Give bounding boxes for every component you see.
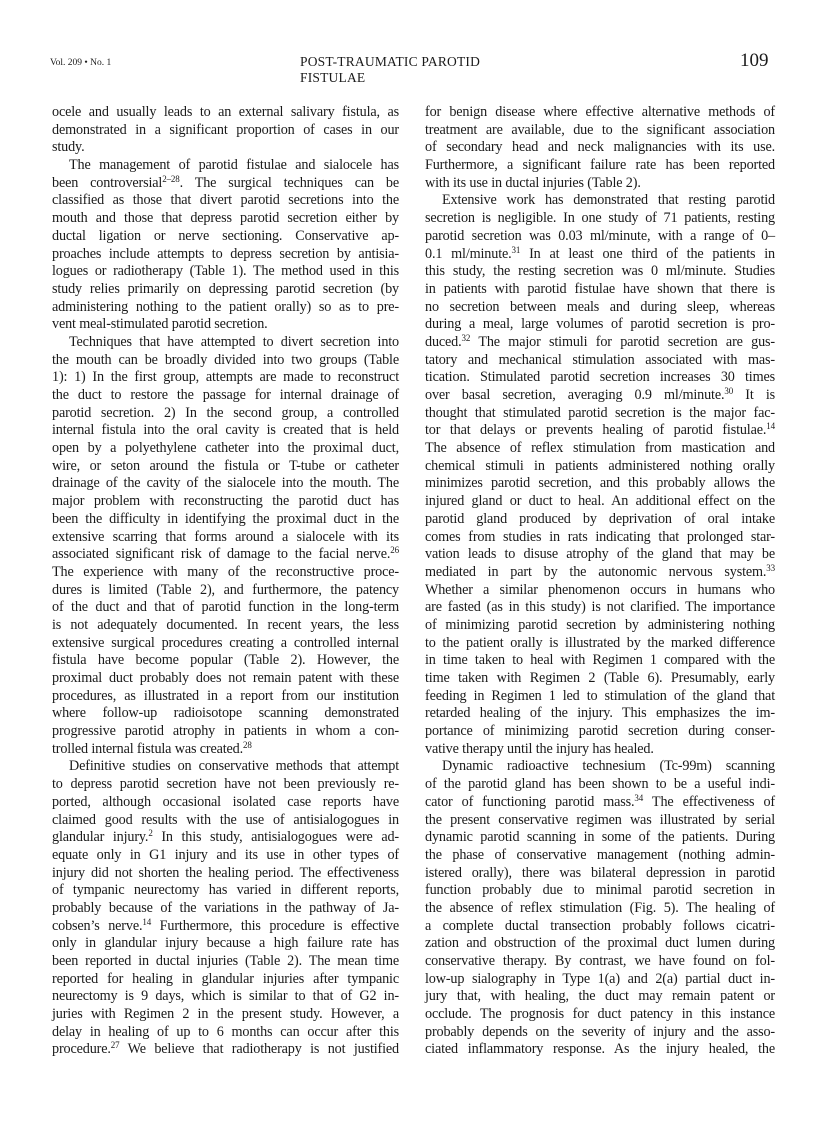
text-line <box>425 440 775 458</box>
text-line <box>425 511 775 529</box>
text-span: major problem with reconstructing the parotid duct has <box>52 493 399 510</box>
text-line <box>425 599 775 617</box>
reference-superscript: 34 <box>634 792 644 803</box>
text-line <box>425 829 775 847</box>
text-span: been the difficulty in identifying the proximal duct in the <box>52 510 399 527</box>
text-span: the mouth can be broadly divided into two groups (Table <box>52 351 399 368</box>
text-line <box>425 493 775 511</box>
text-line <box>425 635 775 653</box>
text-line <box>52 670 399 688</box>
text-line <box>425 918 775 936</box>
text-span: parotid gland produced by deprivation of oral intake <box>425 510 775 527</box>
text-span: vent meal-stimulated parotid secretion. <box>52 316 268 333</box>
text-line <box>425 175 775 193</box>
text-line <box>52 422 399 440</box>
text-line <box>52 139 399 157</box>
text-line <box>52 546 399 564</box>
reference-superscript: 14 <box>142 916 152 927</box>
text-span: associated significant risk of damage to the facial nerve. <box>52 546 391 563</box>
text-line <box>425 1006 775 1024</box>
text-line <box>425 546 775 564</box>
text-span: the present conservative regimen was illustrated by serial <box>425 811 775 828</box>
text-span: retarded healing of the injury. This emphasizes the im- <box>425 705 775 722</box>
text-line <box>52 829 399 847</box>
text-span: of the parotid gland has been shown to be a useful indi- <box>425 776 775 793</box>
text-span: time taken with Regimen 2 (Table 6). Presumably, early <box>425 670 775 686</box>
text-line <box>425 758 775 776</box>
text-line <box>425 299 775 317</box>
text-line <box>425 369 775 387</box>
text-line <box>425 900 775 918</box>
text-span: parotid secretion was 0.03 ml/minute, with a range of 0– <box>425 227 775 244</box>
text-line <box>52 246 399 264</box>
text-span: feeding in Regimen 1 led to stimulation of the gland that <box>425 687 775 704</box>
text-line <box>425 705 775 723</box>
text-span: to depress parotid secretion have not been previously re- <box>52 776 399 793</box>
text-span: no secretion between meals and during sleep, whereas <box>425 298 775 315</box>
text-span: It is <box>733 387 775 403</box>
text-span: in patients with parotid fistulae have shown that there is <box>425 280 775 297</box>
text-line <box>52 529 399 547</box>
text-line <box>425 794 775 812</box>
text-line <box>52 299 399 317</box>
text-span: ported, although occasional isolated case reports have <box>52 793 399 810</box>
reference-superscript: 31 <box>511 244 521 255</box>
text-line <box>52 635 399 653</box>
text-span: neurectomy is 9 days, which is similar to that of G2 in- <box>52 988 399 1005</box>
text-line <box>425 617 775 635</box>
text-line <box>52 582 399 600</box>
text-span: 0.1 ml/minute. <box>425 245 512 262</box>
text-span: ocele and usually leads to an external salivary fistula, as <box>52 104 399 120</box>
text-line <box>52 334 399 352</box>
text-line <box>425 529 775 547</box>
text-line <box>52 953 399 971</box>
text-line <box>52 1006 399 1024</box>
text-line <box>52 865 399 883</box>
text-line <box>425 582 775 600</box>
text-line <box>52 847 399 865</box>
text-line <box>425 316 775 334</box>
text-span: occlude. The prognosis for duct patency in this instance <box>425 1006 775 1023</box>
text-span: classified as those that divert parotid secretions into the <box>52 192 399 209</box>
text-span: procedures, as illustrated in a report from our institution <box>52 687 399 704</box>
text-span: study relies primarily on depressing parotid secretion (by <box>52 280 399 297</box>
page-number: 109 <box>740 50 769 71</box>
text-span: juries with Regimen 2 in the present study. However, a <box>52 1006 399 1023</box>
text-line <box>52 440 399 458</box>
text-span: chemical stimuli in patients administered nothing orally <box>425 457 775 474</box>
text-span: the absence of reflex stimulation (Fig. 5). The healing of <box>425 899 775 916</box>
text-span: reported for healing in glandular injuries after tympanic <box>52 970 399 987</box>
text-line <box>425 971 775 989</box>
reference-superscript: 27 <box>110 1040 120 1051</box>
text-span: fistula have become popular (Table 2). However, the <box>52 652 399 669</box>
text-span: mouth and those that depress parotid secretion either by <box>52 210 399 227</box>
text-span: administering nothing to the patient orally) so as to pre- <box>52 298 399 315</box>
text-line <box>52 741 399 759</box>
text-line <box>52 475 399 493</box>
text-span: been controversial <box>52 174 163 191</box>
text-span: tor that delays or prevents healing of parotid fistulae. <box>425 422 767 439</box>
text-line <box>52 723 399 741</box>
text-line <box>52 228 399 246</box>
reference-superscript: 14 <box>766 421 775 432</box>
text-span: injury did not shorten the healing period. The effectiveness <box>52 864 399 881</box>
text-span: vative therapy until the injury has healed. <box>425 740 654 757</box>
text-line <box>52 971 399 989</box>
text-span: vation leads to disuse atrophy of the gland that may be <box>425 546 775 563</box>
text-span: to the patient orally is illustrated by the marked difference <box>425 634 775 651</box>
text-line <box>52 493 399 511</box>
reference-superscript: 30 <box>724 386 734 396</box>
right-column <box>425 104 775 1059</box>
text-span: the phase of conservative management (nothing admin- <box>425 846 775 863</box>
text-span: The experience with many of the reconstructive proce- <box>52 563 399 580</box>
text-line <box>425 812 775 830</box>
text-line <box>52 564 399 582</box>
text-span: In this study, antisialogogues were ad- <box>152 829 399 846</box>
text-line <box>425 246 775 264</box>
text-span: istered orally), there was bilateral depression in parotid <box>425 864 775 881</box>
text-line <box>52 812 399 830</box>
text-span: the duct to restore the passage for internal drainage of <box>52 387 399 403</box>
text-line <box>425 352 775 370</box>
text-span: only in glandular injury because a high failure rate has <box>52 935 399 952</box>
text-line <box>52 794 399 812</box>
text-span: conservative therapy. By contrast, we have found on fol- <box>425 953 775 969</box>
text-span: probably because of the variations in the pathway of Ja- <box>52 899 399 916</box>
text-span: been reported in ductal injuries (Table 2). The mean time <box>52 953 399 969</box>
text-span: of the duct and that of parotid function in the long-term <box>52 599 399 616</box>
text-span: proaches include attempts to depress secretion by antisia- <box>52 245 399 262</box>
text-line <box>52 758 399 776</box>
text-line <box>425 405 775 423</box>
reference-superscript: 2–28 <box>162 173 180 184</box>
text-span: secretion is negligible. In one study of 71 patients, resting <box>425 210 775 227</box>
reference-superscript: 2 <box>148 828 153 839</box>
text-line <box>425 670 775 688</box>
text-span: claimed good results with the use of antisialogogues in <box>52 811 399 828</box>
text-span: Furthermore, this procedure is effective <box>151 917 399 934</box>
text-line <box>425 953 775 971</box>
text-line <box>52 263 399 281</box>
text-line <box>425 122 775 140</box>
text-line <box>52 316 399 334</box>
text-span: Definitive studies on conservative methods that attempt <box>69 758 399 775</box>
text-line <box>425 652 775 670</box>
text-span: delay in healing of up to 6 months can occur after this <box>52 1023 399 1040</box>
text-span: Extensive work has demonstrated that resting parotid <box>442 192 775 209</box>
text-line <box>52 1024 399 1042</box>
text-span: minimizes parotid secretion, and this probably allows the <box>425 475 775 492</box>
text-line <box>52 104 399 122</box>
text-line <box>425 988 775 1006</box>
text-line <box>52 705 399 723</box>
text-line <box>52 210 399 228</box>
text-line <box>52 1041 399 1059</box>
text-span: cator of functioning parotid mass. <box>425 793 635 810</box>
text-span: logues or radiotherapy (Table 1). The method used in this <box>52 263 399 280</box>
text-span: extensive surgical procedures creating a controlled internal <box>52 634 399 651</box>
text-span: Dynamic radioactive technesium (Tc-99m) scanning <box>442 758 775 775</box>
text-line <box>52 458 399 476</box>
text-line <box>425 192 775 210</box>
text-span: We believe that radiotherapy is not justified <box>119 1041 399 1058</box>
text-line <box>52 599 399 617</box>
text-span: glandular injury. <box>52 829 149 846</box>
text-span: extensive scarring that forms around a sialocele with its <box>52 528 399 545</box>
text-line <box>425 157 775 175</box>
text-line <box>52 352 399 370</box>
text-span: of secondary head and neck malignancies with its use. <box>425 139 775 156</box>
text-line <box>52 369 399 387</box>
text-span: injured gland or duct to heal. An additional effect on the <box>425 493 775 510</box>
text-span: The major stimuli for parotid secretion are gus- <box>470 333 775 350</box>
text-line <box>425 723 775 741</box>
text-span: dynamic parotid scanning in some of the patients. During <box>425 829 775 846</box>
reference-superscript: 33 <box>766 562 775 573</box>
text-span: this study, the resting secretion was 0 ml/minute. Studies <box>425 263 775 280</box>
text-span: cobsen’s nerve. <box>52 917 143 934</box>
text-span: dures is limited (Table 2), and furthermore, the patency <box>52 581 399 598</box>
text-line <box>425 882 775 900</box>
text-span: Whether a similar phenomenon occurs in humans who <box>425 581 775 598</box>
text-line <box>425 564 775 582</box>
text-line <box>425 139 775 157</box>
text-span: during a meal, large volumes of parotid secretion is pro- <box>425 316 775 333</box>
text-span: function probably due to minimal parotid secretion in <box>425 882 775 899</box>
text-span: parotid secretion. 2) In the second group, a controlled <box>52 404 399 421</box>
text-line <box>52 192 399 210</box>
text-span: The absence of reflex stimulation from mastication and <box>425 440 775 457</box>
text-span: over basal secretion, averaging 0.9 ml/minute. <box>425 387 725 403</box>
text-span: is not adequately documented. In recent years, the less <box>52 616 399 633</box>
text-span: tication. Stimulated parotid secretion increases 30 times <box>425 369 775 386</box>
text-line <box>425 458 775 476</box>
text-span: where follow-up radioisotope scanning demonstrated <box>52 705 399 722</box>
text-span: mediated in part by the autonomic nervous system. <box>425 563 767 580</box>
text-span: for benign disease where effective alternative methods of <box>425 104 775 120</box>
text-span: progressive parotid atrophy in patients in whom a con- <box>52 723 399 740</box>
text-line <box>425 1041 775 1059</box>
text-line <box>425 228 775 246</box>
text-span: Furthermore, a significant failure rate has been reported <box>425 157 775 174</box>
text-span: a complete ductal transection probably follows cicatri- <box>425 917 775 934</box>
text-span: study. <box>52 139 85 156</box>
text-span: trolled internal fistula was created. <box>52 740 244 757</box>
text-line <box>52 988 399 1006</box>
text-span: Techniques that have attempted to divert secretion into <box>69 333 399 350</box>
text-line <box>425 281 775 299</box>
text-span: are fasted (as in this study) is not clarified. The importance <box>425 599 775 616</box>
text-line <box>425 104 775 122</box>
text-line <box>52 776 399 794</box>
text-span: low-up sialography in Type 1(a) and 2(a) partial duct in- <box>425 970 775 987</box>
text-line <box>425 741 775 759</box>
reference-superscript: 28 <box>243 739 252 750</box>
text-line <box>425 263 775 281</box>
text-line <box>52 405 399 423</box>
text-span: procedure. <box>52 1041 111 1058</box>
text-span: treatment are available, due to the significant association <box>425 121 775 138</box>
text-span: thought that stimulated parotid secretion is the major fac- <box>425 404 775 421</box>
text-span: duced. <box>425 333 462 350</box>
text-line <box>52 511 399 529</box>
text-span: The management of parotid fistulae and sialocele has <box>69 157 399 174</box>
text-span: probably depends on the severity of injury and the asso- <box>425 1023 775 1040</box>
text-span: ductal ligation or nerve sectioning. Conservative ap- <box>52 227 399 244</box>
text-span: In at least one third of the patients in <box>520 245 775 262</box>
text-line <box>52 900 399 918</box>
text-span: equate only in G1 injury and its use in other types of <box>52 846 399 863</box>
text-line <box>52 157 399 175</box>
text-line <box>52 652 399 670</box>
text-span: comes from studies in rats indicating that prolonged star- <box>425 528 775 545</box>
text-line <box>52 688 399 706</box>
text-span: 1): 1) In the first group, attempts are made to reconstruct <box>52 369 399 386</box>
text-span: internal fistula into the oral cavity is created that is held <box>52 422 399 439</box>
text-line <box>425 688 775 706</box>
running-title: POST-TRAUMATIC PAROTID FISTULAE <box>300 54 481 85</box>
text-line <box>425 422 775 440</box>
text-span: wire, or seton around the fistula or T-tube or catheter <box>52 457 399 474</box>
text-line <box>425 865 775 883</box>
text-span: of tympanic neurectomy has varied in different reports, <box>52 882 399 899</box>
text-line <box>52 935 399 953</box>
reference-superscript: 26 <box>390 545 399 556</box>
text-line <box>52 882 399 900</box>
text-line <box>425 847 775 865</box>
text-span: demonstrated in a significant proportion of cases in our <box>52 121 399 138</box>
text-line <box>425 334 775 352</box>
text-span: zation and obstruction of the proximal duct lumen during <box>425 935 775 952</box>
text-line <box>52 122 399 140</box>
text-span: with its use in ductal injuries (Table 2). <box>425 174 641 191</box>
journal-volume: Vol. 209 • No. 1 <box>50 58 112 68</box>
text-line <box>425 387 775 405</box>
text-line <box>52 617 399 635</box>
text-line <box>425 776 775 794</box>
text-line <box>52 918 399 936</box>
text-line <box>425 475 775 493</box>
text-span: drainage of the cavity of the sialocele into the mouth. The <box>52 475 399 492</box>
text-line <box>52 175 399 193</box>
text-span: tatory and mechanical stimulation associated with mas- <box>425 351 775 368</box>
reference-superscript: 32 <box>461 332 471 343</box>
text-line <box>425 210 775 228</box>
text-span: open by a polyethylene catheter into the proximal duct, <box>52 440 399 457</box>
text-span: ciated inflammatory response. As the injury healed, the <box>425 1041 775 1058</box>
text-span: The effectiveness of <box>643 793 776 810</box>
text-line <box>425 1024 775 1042</box>
text-line <box>52 387 399 405</box>
text-line <box>52 281 399 299</box>
text-span: in time taken to heal with Regimen 1 compared with the <box>425 652 775 669</box>
text-span: of minimizing parotid secretion by administering nothing <box>425 616 775 633</box>
text-span: portance of minimizing parotid secretion during conser- <box>425 723 775 740</box>
text-span: proximal duct probably does not remain patent with these <box>52 670 399 686</box>
text-span: jury that, with healing, the duct may remain patent or <box>425 988 775 1005</box>
text-line <box>425 935 775 953</box>
left-column <box>52 104 399 1059</box>
text-span: . The surgical techniques can be <box>179 174 399 191</box>
